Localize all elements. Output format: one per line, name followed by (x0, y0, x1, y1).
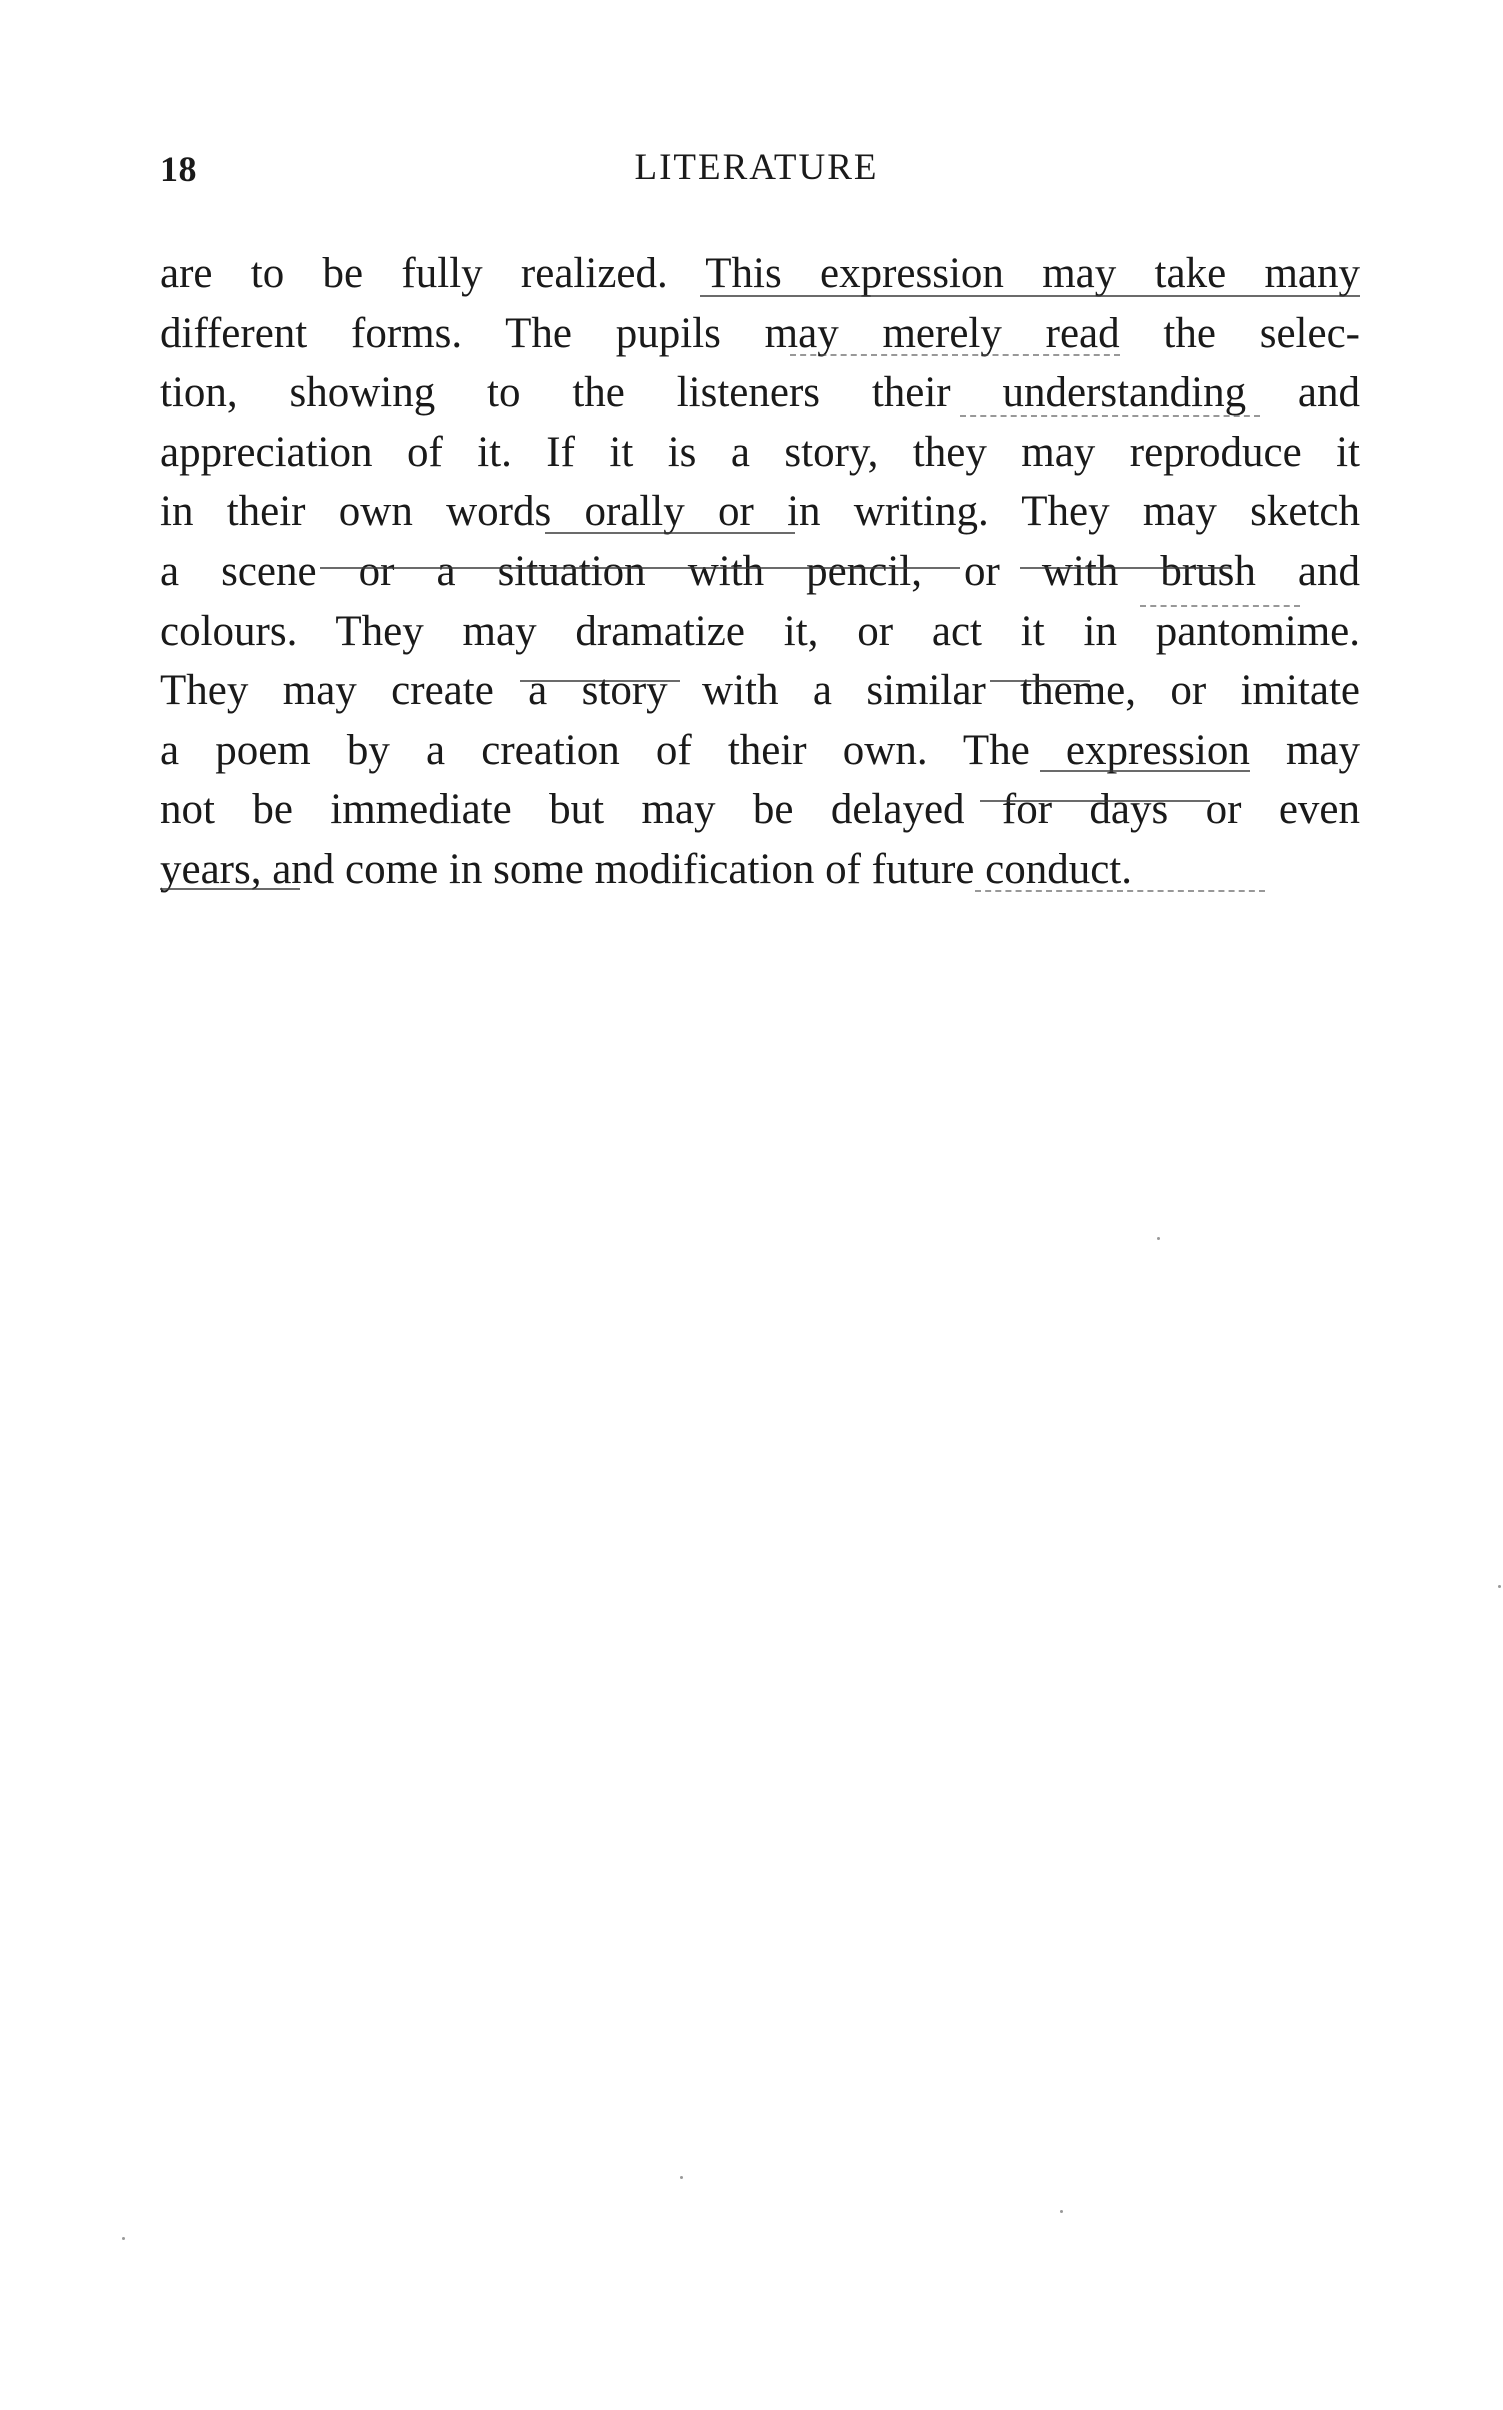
pencil-overline-mark (520, 680, 680, 682)
paper-speck (1157, 1237, 1160, 1240)
text-line: They may create a story with a similar theme, or imitate (160, 667, 1360, 715)
text-line: not be immediate but may be delayed for days or even (160, 786, 1360, 834)
page-number: 18 (160, 149, 197, 189)
pencil-underline-mark (160, 888, 300, 890)
pencil-overline-mark (320, 567, 960, 569)
pencil-overline-mark (1020, 567, 1230, 569)
paper-speck (122, 2237, 125, 2240)
text-line: appreciation of it. If it is a story, they may reproduce it (160, 428, 1360, 476)
running-head: LITERATURE (634, 147, 879, 188)
pencil-overline-mark (990, 680, 1090, 682)
pencil-underline-mark (975, 890, 1265, 892)
paper-speck (680, 2176, 683, 2179)
paper-speck (1060, 2210, 1063, 2213)
pencil-underline-mark (545, 532, 795, 534)
text-line: years, and come in some modification of future conduct. (160, 845, 1132, 893)
pencil-overline-mark (980, 800, 1210, 802)
text-line: in their own words orally or in writing. They may sketch (160, 488, 1360, 536)
text-line: are to be fully realized. This expression may take many (160, 250, 1360, 297)
paper-speck (1498, 1585, 1501, 1588)
text-line: colours. They may dramatize it, or act it in pantomime. (160, 607, 1360, 655)
text-line: different forms. The pupils may merely read the selec- (160, 309, 1360, 357)
pencil-underline-mark (790, 354, 1120, 356)
text-line: a scene or a situation with pencil, or with brush and (160, 547, 1360, 595)
text-line: a poem by a creation of their own. The expression may (160, 726, 1360, 774)
text-line: tion, showing to the listeners their understanding and (160, 369, 1360, 417)
pencil-underline-mark (700, 295, 1360, 297)
pencil-underline-mark (1140, 605, 1300, 607)
pencil-underline-mark (1040, 770, 1250, 772)
pencil-underline-mark (960, 415, 1260, 417)
